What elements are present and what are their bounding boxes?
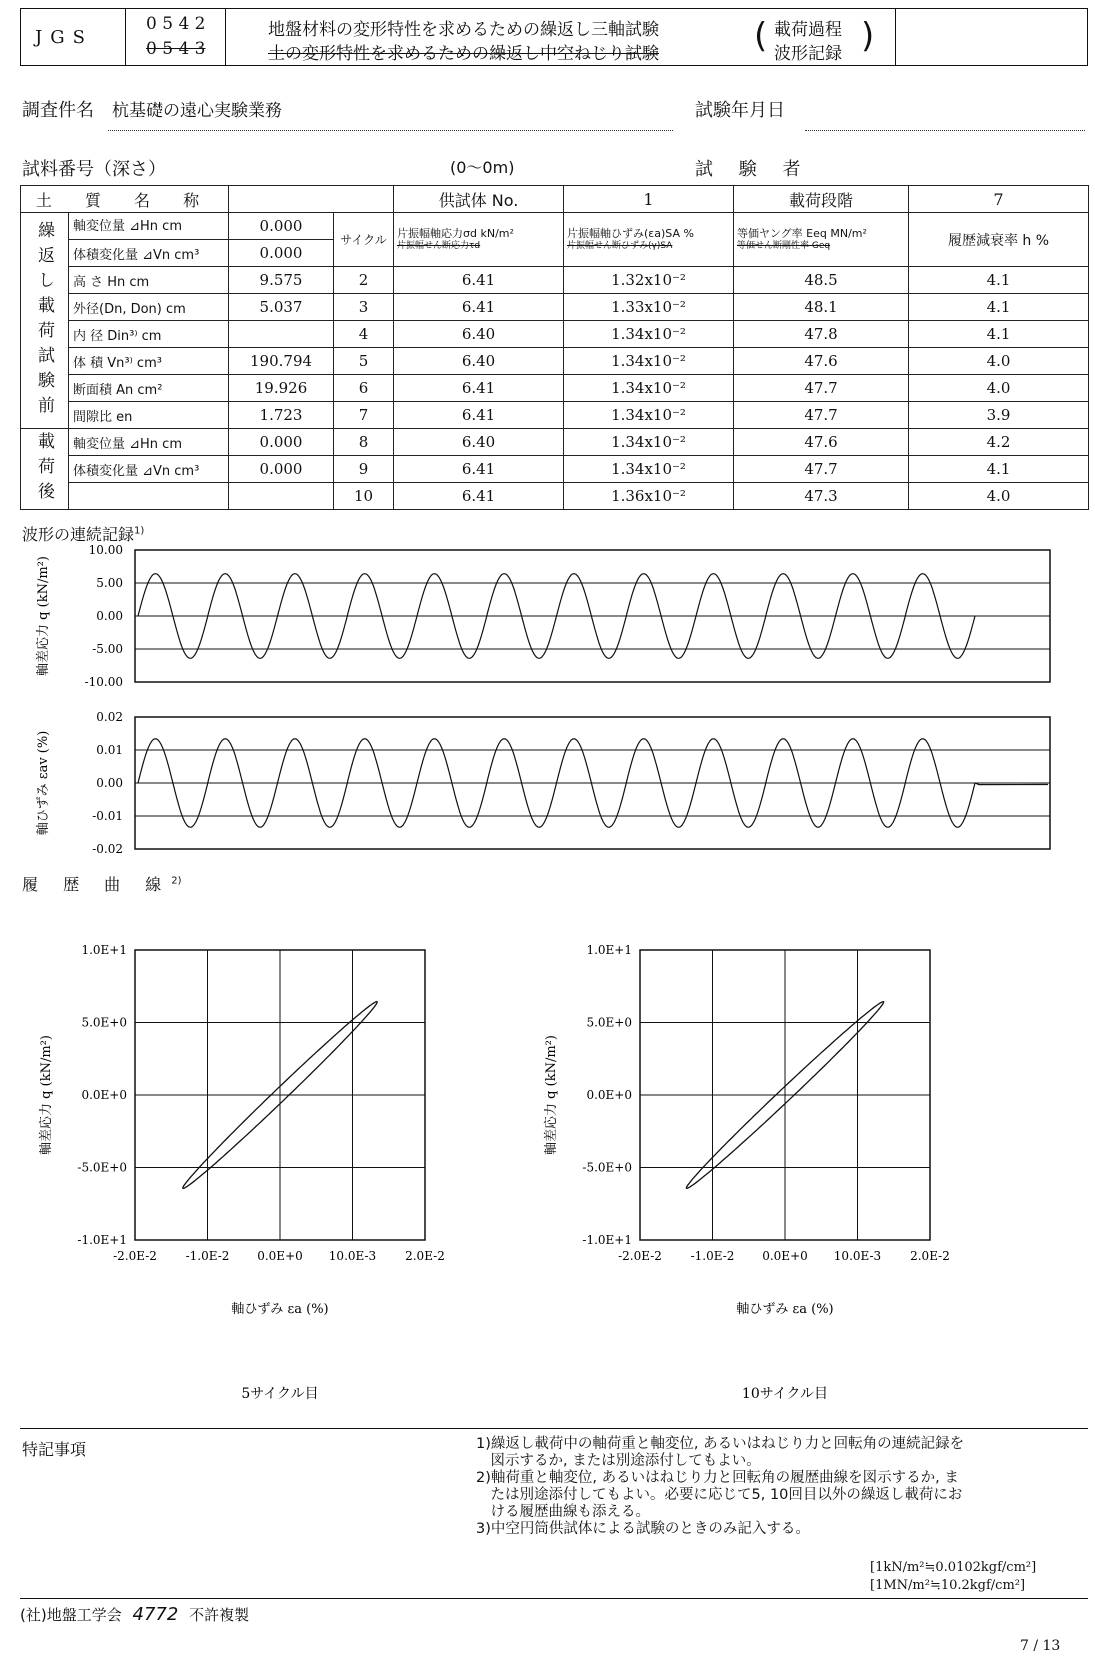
form-title: 地盤材料の変形特性を求めるための繰返し三軸試験 — [268, 20, 659, 40]
young-header-label: 等価ヤング率 Eeq MN/m² — [737, 226, 867, 240]
project-underline — [108, 130, 673, 131]
prop-label: 体 積 Vn³⁾ cm³ — [69, 348, 229, 375]
strain-cell: 1.34x10⁻² — [564, 429, 734, 456]
young-cell: 47.7 — [734, 456, 909, 483]
x-tick-label: 2.0E-2 — [405, 1249, 445, 1263]
young-cell: 47.6 — [734, 348, 909, 375]
prop-label: 内 径 Din³⁾ cm — [69, 321, 229, 348]
hysteresis-chart-cycle10 — [525, 920, 1025, 1420]
x-tick-label: 10.0E-3 — [328, 1249, 377, 1263]
prop-value: 9.575 — [229, 267, 334, 294]
prop-label: 体積変化量 ⊿Vn cm³ — [69, 240, 229, 267]
project-label: 調査件名 — [22, 100, 94, 121]
y-tick-label: 0.00 — [96, 609, 123, 623]
copy-notice: 不許複製 — [189, 1606, 250, 1624]
paren-open: ( — [754, 16, 768, 56]
y-axis-label: 軸差応力 q (kN/m²) — [39, 1035, 54, 1155]
strain-col-header — [564, 213, 734, 267]
x-tick-label: -2.0E-2 — [618, 1249, 662, 1263]
specimen-value: 1 — [564, 186, 734, 213]
y-tick-label: -10.00 — [84, 675, 123, 689]
x-tick-label: 0.0E+0 — [762, 1249, 808, 1263]
y-tick-label: 0.0E+0 — [81, 1088, 127, 1102]
stage-label: 載荷段階 — [734, 186, 909, 213]
cycle-header: サイクル — [334, 213, 394, 267]
young-cell: 47.3 — [734, 483, 909, 510]
hysteresis-note: 2) — [171, 875, 182, 887]
stress-col-header — [394, 213, 564, 267]
remarks-notes — [476, 1436, 964, 1538]
stress-cell: 6.41 — [394, 267, 564, 294]
stress-cell: 6.41 — [394, 375, 564, 402]
strain-cell: 1.34x10⁻² — [564, 348, 734, 375]
hysteresis-title-text: 履 歴 曲 線 — [22, 875, 172, 894]
y-tick-label: 5.0E+0 — [81, 1015, 127, 1030]
y-tick-label: -0.02 — [92, 842, 123, 856]
remark-line: ける履歴曲線も添える。 — [476, 1504, 650, 1520]
prop-label: 外径(Dn, Don) cm — [69, 294, 229, 321]
strain-cell: 1.34x10⁻² — [564, 456, 734, 483]
strain-cell: 1.34x10⁻² — [564, 402, 734, 429]
prop-value: 0.000 — [229, 240, 334, 267]
footer-copyright — [20, 1604, 249, 1625]
x-axis-label: 軸ひずみ εa (%) — [231, 1302, 329, 1317]
test-results-table — [20, 185, 1089, 510]
prop-label: 高 さ Hn cm — [69, 267, 229, 294]
test-date-label: 試験年月日 — [695, 100, 785, 121]
y-tick-label: 0.01 — [96, 743, 123, 757]
standard-code-struck: 0 5 4 3 — [146, 39, 206, 59]
sample-label: 試料番号（深さ） — [22, 159, 166, 180]
damping-cell: 4.0 — [909, 375, 1089, 402]
prop-value — [229, 321, 334, 348]
after-loading-label: 載荷後 — [34, 431, 54, 507]
damping-cell: 4.1 — [909, 267, 1089, 294]
page-number: 7 / 13 — [1020, 1638, 1061, 1654]
y-tick-label: 10.00 — [88, 543, 123, 557]
cycle-cell: 6 — [334, 375, 394, 402]
y-tick-label: -0.01 — [92, 809, 123, 823]
tester-label: 試 験 者 — [695, 159, 811, 180]
damping-col-header: 履歴減衰率 h % — [909, 213, 1089, 267]
prop-label: 体積変化量 ⊿Vn cm³ — [69, 456, 229, 483]
strain-cell: 1.32x10⁻² — [564, 267, 734, 294]
young-header-struck: 等価せん断剛性率 Geq — [737, 240, 831, 251]
stress-header-label: 片振幅軸応力σd kN/m² — [397, 226, 514, 240]
cycle-cell: 7 — [334, 402, 394, 429]
stress-cell: 6.41 — [394, 294, 564, 321]
subtitle-line2: 波形記録 — [774, 44, 842, 64]
prop-label: 断面積 An cm² — [69, 375, 229, 402]
damping-cell: 4.1 — [909, 294, 1089, 321]
cycle-cell: 5 — [334, 348, 394, 375]
x-tick-label: 0.0E+0 — [257, 1249, 303, 1263]
y-tick-label: -1.0E+1 — [77, 1233, 127, 1247]
waveform-title-text: 波形の連続記録 — [22, 525, 135, 544]
stress-cell: 6.40 — [394, 321, 564, 348]
x-axis-label: 軸ひずみ εa (%) — [736, 1302, 834, 1317]
unit-conversion-2: [1MN/m²≒10.2kgf/cm²] — [870, 1578, 1026, 1593]
prop-value: 1.723 — [229, 402, 334, 429]
before-loading-label-cell — [21, 213, 69, 429]
specimen-label: 供試体 No. — [394, 186, 564, 213]
hysteresis-chart-cycle5 — [20, 920, 520, 1420]
form-header — [20, 8, 1088, 66]
young-col-header — [734, 213, 909, 267]
y-tick-label: -5.0E+0 — [582, 1160, 632, 1175]
waveform-note: 1) — [134, 525, 145, 537]
strain-header-struck: 片振幅せん断ひずみ(γ)SA — [567, 240, 673, 251]
damping-cell: 4.2 — [909, 429, 1089, 456]
standard-code: 0 5 4 2 — [146, 14, 206, 34]
blank-prop-value — [229, 483, 334, 510]
cycle-cell: 3 — [334, 294, 394, 321]
damping-cell: 4.1 — [909, 321, 1089, 348]
remark-line: 1)繰返し載荷中の軸荷重と軸変位, あるいはねじり力と回転角の連続記録を — [476, 1436, 965, 1452]
prop-label: 軸変位量 ⊿Hn cm — [69, 213, 229, 240]
stress-waveform-chart — [20, 538, 1080, 698]
strain-cell: 1.36x10⁻² — [564, 483, 734, 510]
y-axis-label: 軸差応力 q (kN/m²) — [36, 556, 51, 676]
remarks-label: 特記事項 — [22, 1440, 87, 1459]
subtitle-line1: 載荷過程 — [774, 20, 842, 40]
chart-title: 5サイクル目 — [241, 1386, 319, 1402]
x-tick-label: -1.0E-2 — [185, 1249, 230, 1263]
y-tick-label: 5.0E+0 — [586, 1015, 632, 1030]
stress-cell: 6.40 — [394, 348, 564, 375]
remark-line: 3)中空円筒供試体による試験のときのみ記入する。 — [476, 1521, 810, 1537]
prop-value: 0.000 — [229, 213, 334, 240]
y-tick-label: 0.00 — [96, 776, 123, 790]
y-tick-label: 5.00 — [96, 576, 123, 590]
strain-cell: 1.34x10⁻² — [564, 321, 734, 348]
y-tick-label: -5.00 — [92, 642, 123, 656]
before-loading-label: 繰返し載荷試験前 — [34, 220, 54, 421]
strain-cell: 1.34x10⁻² — [564, 375, 734, 402]
damping-cell: 4.0 — [909, 348, 1089, 375]
prop-label: 間隙比 en — [69, 402, 229, 429]
cycle-cell: 2 — [334, 267, 394, 294]
x-tick-label: -2.0E-2 — [113, 1249, 157, 1263]
org-cell — [21, 9, 126, 65]
prop-value: 190.794 — [229, 348, 334, 375]
prop-value: 5.037 — [229, 294, 334, 321]
damping-cell: 4.1 — [909, 456, 1089, 483]
y-tick-label: -1.0E+1 — [582, 1233, 632, 1247]
form-number: 4772 — [132, 1604, 179, 1625]
young-cell: 48.1 — [734, 294, 909, 321]
young-cell: 47.6 — [734, 429, 909, 456]
stage-value: 7 — [909, 186, 1089, 213]
damping-cell: 3.9 — [909, 402, 1089, 429]
stress-cell: 6.40 — [394, 429, 564, 456]
after-loading-label-cell — [21, 429, 69, 510]
remarks-divider — [20, 1428, 1088, 1429]
remark-line: 2)軸荷重と軸変位, あるいはねじり力と回転角の履歴曲線を図示するか, ま — [476, 1470, 959, 1486]
prop-value: 0.000 — [229, 456, 334, 483]
cycle-cell: 4 — [334, 321, 394, 348]
remark-line: たは別途添付してもよい。必要に応じて5, 10回目以外の繰返し載荷にお — [476, 1487, 963, 1503]
stress-cell: 6.41 — [394, 483, 564, 510]
standard-code-cell — [126, 9, 226, 65]
society-name: (社)地盤工学会 — [20, 1606, 122, 1624]
paren-close: ) — [861, 16, 875, 56]
cycle-cell: 10 — [334, 483, 394, 510]
x-tick-label: 10.0E-3 — [833, 1249, 882, 1263]
y-tick-label: 1.0E+1 — [81, 943, 127, 957]
cycle-cell: 9 — [334, 456, 394, 483]
blank-prop-label — [69, 483, 229, 510]
young-cell: 47.7 — [734, 402, 909, 429]
prop-value: 0.000 — [229, 429, 334, 456]
young-cell: 47.8 — [734, 321, 909, 348]
stress-cell: 6.41 — [394, 456, 564, 483]
project-value: 杭基礎の遠心実験業務 — [112, 101, 282, 121]
footer-divider — [20, 1598, 1088, 1599]
prop-label: 軸変位量 ⊿Hn cm — [69, 429, 229, 456]
y-axis-label: 軸差応力 q (kN/m²) — [544, 1035, 559, 1155]
x-tick-label: -1.0E-2 — [690, 1249, 735, 1263]
form-title-struck: 土の変形特性を求めるための繰返し中空ねじり試験 — [268, 44, 659, 64]
y-tick-label: 1.0E+1 — [586, 943, 632, 957]
y-tick-label: -5.0E+0 — [77, 1160, 127, 1175]
hysteresis-title — [22, 872, 182, 895]
soil-name-value — [229, 186, 394, 213]
y-tick-label: 0.0E+0 — [586, 1088, 632, 1102]
damping-cell: 4.0 — [909, 483, 1089, 510]
strain-cell: 1.33x10⁻² — [564, 294, 734, 321]
title-cell — [226, 9, 896, 65]
strain-header-label: 片振幅軸ひずみ(εa)SA % — [567, 226, 694, 240]
y-axis-label: 軸ひずみ εav (%) — [36, 730, 51, 836]
soil-name-label: 土 質 名 称 — [21, 186, 229, 213]
stress-header-struck: 片振幅せん断応力τd — [397, 240, 481, 251]
x-tick-label: 2.0E-2 — [910, 1249, 950, 1263]
young-cell: 47.7 — [734, 375, 909, 402]
prop-value: 19.926 — [229, 375, 334, 402]
y-tick-label: 0.02 — [96, 710, 123, 724]
org-code: JGS — [35, 27, 93, 48]
strain-waveform-chart — [20, 705, 1080, 865]
test-date-field — [805, 130, 1085, 131]
stress-cell: 6.41 — [394, 402, 564, 429]
cycle-cell: 8 — [334, 429, 394, 456]
chart-title: 10サイクル目 — [741, 1386, 829, 1402]
remark-line: 図示するか, または別途添付してもよい。 — [476, 1453, 761, 1469]
young-cell: 48.5 — [734, 267, 909, 294]
depth-value: (0〜0m) — [450, 158, 515, 177]
unit-conversion-1: [1kN/m²≒0.0102kgf/cm²] — [870, 1560, 1037, 1575]
